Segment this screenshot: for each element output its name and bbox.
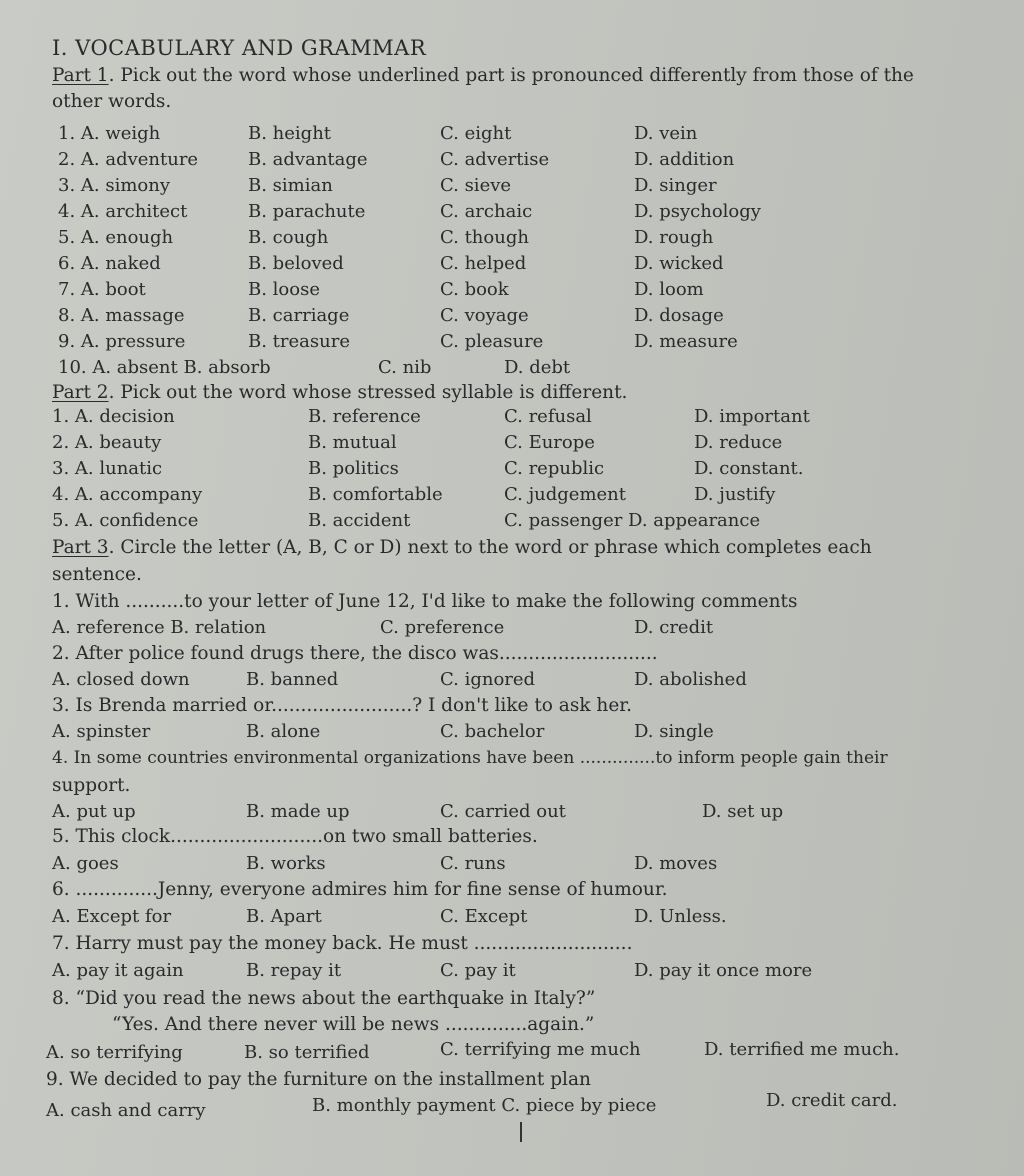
part1-q2-option-c: C. advertise <box>440 149 550 170</box>
q5-option-d: D. moves <box>634 853 718 874</box>
part1-instruction-text: . Pick out the word whose underlined part is pronounced differently from those of the <box>108 65 914 86</box>
part1-q2-option-d: D. addition <box>634 149 735 170</box>
part2-q1-option-c: C. refusal <box>504 406 592 427</box>
part1-label: Part 1 <box>52 65 109 86</box>
q9-option-a: A. cash and carry <box>46 1100 206 1121</box>
q1-option-d: D. credit <box>634 617 714 638</box>
part2-instruction <box>52 381 627 405</box>
part1-q6-option-c: C. helped <box>440 253 527 274</box>
q1-stem: 1. With ..........to your letter of June 12, I'd like to make the following comments <box>52 591 798 612</box>
q7-option-b: B. repay it <box>246 960 342 981</box>
part3-instruction-cont: sentence. <box>52 564 142 585</box>
q4-stem-cont: support. <box>52 775 131 796</box>
part1-q8-option-a: 8. A. massage <box>58 305 185 326</box>
q1-option-c: C. preference <box>380 617 505 638</box>
q6-option-b: B. Apart <box>246 906 322 927</box>
section-title: I. VOCABULARY AND GRAMMAR <box>52 36 427 60</box>
q9-stem: 9. We decided to pay the furniture on the installment plan <box>46 1069 591 1090</box>
part1-q10-a-b: 10. A. absent B. absorb <box>58 357 271 378</box>
q6-option-d: D. Unless. <box>634 906 727 927</box>
part3-instruction-text: . Circle the letter (A, B, C or D) next to the word or phrase which completes each <box>108 537 872 558</box>
part1-q5-option-b: B. cough <box>248 227 329 248</box>
q7-option-c: C. pay it <box>440 960 516 981</box>
part1-q2-option-b: B. advantage <box>248 149 368 170</box>
q4-stem: 4. In some countries environmental organizations have been ..............to inform people gain their <box>52 748 888 768</box>
part1-q6-option-a: 6. A. naked <box>58 253 161 274</box>
part1-q7-option-d: D. loom <box>634 279 704 300</box>
q8-stem: 8. “Did you read the news about the earthquake in Italy?” <box>52 988 596 1009</box>
part2-q2-option-a: 2. A. beauty <box>52 432 162 453</box>
part1-q7-option-b: B. loose <box>248 279 320 300</box>
part1-q3-option-a: 3. A. simony <box>58 175 170 196</box>
part2-q5-option-b: B. accident <box>308 510 411 531</box>
part2-q3-option-d: D. constant. <box>694 458 804 479</box>
part1-q8-option-b: B. carriage <box>248 305 350 326</box>
part2-q3-option-c: C. republic <box>504 458 605 479</box>
q2-stem: 2. After police found drugs there, the disco was........................... <box>52 643 658 664</box>
part1-q10-d: D. debt <box>504 357 571 378</box>
part1-q5-option-a: 5. A. enough <box>58 227 174 248</box>
part1-q9-option-d: D. measure <box>634 331 738 352</box>
part1-q1-option-d: D. vein <box>634 123 698 144</box>
q3-option-a: A. spinster <box>52 721 151 742</box>
q8-option-a: A. so terrifying <box>46 1042 183 1063</box>
q4-option-d: D. set up <box>702 801 784 822</box>
q3-option-b: B. alone <box>246 721 321 742</box>
part1-q1-option-c: C. eight <box>440 123 512 144</box>
q3-option-c: C. bachelor <box>440 721 545 742</box>
q8-option-d: D. terrified me much. <box>704 1039 900 1060</box>
part1-q6-option-b: B. beloved <box>248 253 344 274</box>
q1-option-ab: A. reference B. relation <box>52 617 267 638</box>
part1-q4-option-c: C. archaic <box>440 201 533 222</box>
part2-q4-option-c: C. judgement <box>504 484 626 505</box>
part2-q4-option-b: B. comfortable <box>308 484 443 505</box>
q2-option-d: D. abolished <box>634 669 747 690</box>
part1-q7-option-c: C. book <box>440 279 509 300</box>
part2-label: Part 2 <box>52 382 109 403</box>
q3-option-d: D. single <box>634 721 714 742</box>
part2-q2-option-c: C. Europe <box>504 432 595 453</box>
part2-q1-option-a: 1. A. decision <box>52 406 175 427</box>
q4-option-b: B. made up <box>246 801 350 822</box>
q2-option-b: B. banned <box>246 669 339 690</box>
q4-option-a: A. put up <box>52 801 136 822</box>
q8-option-c: C. terrifying me much <box>440 1039 641 1060</box>
text-cursor <box>520 1122 522 1142</box>
q5-option-b: B. works <box>246 853 326 874</box>
part3-label: Part 3 <box>52 537 109 558</box>
part2-q5-option-c: C. passenger D. appearance <box>504 510 761 531</box>
q3-stem: 3. Is Brenda married or........................? I don't like to ask her. <box>52 695 632 716</box>
part1-q7-option-a: 7. A. boot <box>58 279 146 300</box>
part2-q4-option-a: 4. A. accompany <box>52 484 203 505</box>
q5-option-c: C. runs <box>440 853 506 874</box>
part2-q5-option-a: 5. A. confidence <box>52 510 199 531</box>
part1-q5-option-c: C. though <box>440 227 529 248</box>
q5-option-a: A. goes <box>52 853 119 874</box>
part1-q8-option-c: C. voyage <box>440 305 529 326</box>
q4-option-c: C. carried out <box>440 801 566 822</box>
q6-stem: 6. ..............Jenny, everyone admires him for fine sense of humour. <box>52 879 668 900</box>
q9-option-d: D. credit card. <box>766 1090 898 1111</box>
part1-q8-option-d: D. dosage <box>634 305 724 326</box>
part2-q4-option-d: D. justify <box>694 484 776 505</box>
part1-q4-option-b: B. parachute <box>248 201 366 222</box>
part1-q1-option-b: B. height <box>248 123 332 144</box>
part1-q4-option-d: D. psychology <box>634 201 761 222</box>
part1-q5-option-d: D. rough <box>634 227 714 248</box>
part2-q1-option-d: D. important <box>694 406 810 427</box>
part1-q3-option-d: D. singer <box>634 175 717 196</box>
q2-option-a: A. closed down <box>52 669 190 690</box>
part1-q3-option-b: B. simian <box>248 175 333 196</box>
q5-stem: 5. This clock..........................on two small batteries. <box>52 826 538 847</box>
part1-q9-option-b: B. treasure <box>248 331 350 352</box>
part1-q2-option-a: 2. A. adventure <box>58 149 199 170</box>
q6-option-c: C. Except <box>440 906 528 927</box>
part1-q10-c: C. nib <box>378 357 432 378</box>
part2-q2-option-d: D. reduce <box>694 432 783 453</box>
part1-q3-option-c: C. sieve <box>440 175 512 196</box>
q8-stem-cont: “Yes. And there never will be news ..............again.” <box>112 1014 595 1035</box>
part2-q1-option-b: B. reference <box>308 406 421 427</box>
part1-instruction <box>52 64 914 88</box>
part1-q1-option-a: 1. A. weigh <box>58 123 161 144</box>
part2-q3-option-b: B. politics <box>308 458 399 479</box>
part1-q9-option-c: C. pleasure <box>440 331 544 352</box>
part1-q6-option-d: D. wicked <box>634 253 724 274</box>
part1-q4-option-a: 4. A. architect <box>58 201 188 222</box>
q8-option-b: B. so terrified <box>244 1042 370 1063</box>
part1-instruction-cont: other words. <box>52 91 172 112</box>
part2-q2-option-b: B. mutual <box>308 432 397 453</box>
q2-option-c: C. ignored <box>440 669 536 690</box>
q7-option-a: A. pay it again <box>52 960 184 981</box>
q9-option-bc: B. monthly payment C. piece by piece <box>312 1095 657 1116</box>
part1-q9-option-a: 9. A. pressure <box>58 331 186 352</box>
part2-instruction-text: . Pick out the word whose stressed syllable is different. <box>108 382 628 403</box>
q7-option-d: D. pay it once more <box>634 960 813 981</box>
q7-stem: 7. Harry must pay the money back. He must ........................... <box>52 933 633 954</box>
part2-q3-option-a: 3. A. lunatic <box>52 458 163 479</box>
part3-instruction <box>52 536 872 560</box>
q6-option-a: A. Except for <box>52 906 172 927</box>
